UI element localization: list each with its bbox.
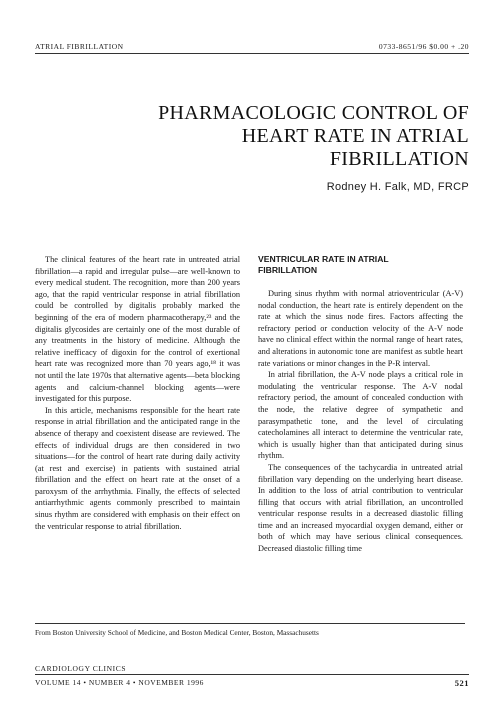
page-footer xyxy=(35,678,469,688)
running-header-code: 0733-8651/96 $0.00 + .20 xyxy=(378,42,469,51)
title-line-1: PHARMACOLOGIC CONTROL OF xyxy=(158,102,469,124)
footnote-rule xyxy=(35,623,465,624)
article-title xyxy=(158,102,469,171)
body-paragraph: In this article, mechanisms responsible for the heart rate response in atrial fibrillation and the anticipated range in the absence of therapy and coexistent disease are reviewed. The effects of individual drugs are then considered in two situations—for the control of heart rate during daily activity (at rest and exercise) in patients with sustained atrial fibrillation and the effect on heart rate at the onset of a paroxysm of the arrhythmia. Finally, the effects of selected antiarrhythmic agents commonly prescribed to maintain sinus rhythm are considered with emphasis on their effect on the ventricular response to atrial fibrillation. xyxy=(35,405,240,531)
title-line-2: HEART RATE IN ATRIAL xyxy=(241,125,469,147)
body-paragraph: During sinus rhythm with normal atrioventricular (A-V) nodal conduction, the heart rate is entirely dependent on the rate at which the sinus node fires. Factors affecting the refractory period or conduction velocity of the A-V node have no clinical effect within the normal range of heart rates, and alterations in autonomic tone are manifest as subtle heart rate variations or minor changes in the P-R interval. xyxy=(258,289,463,368)
body-paragraph: The clinical features of the heart rate in untreated atrial fibrillation—a rapid and irregular pulse—are well-known to every medical student. The recognition, more than 200 years ago, that the rapid ventricular response in atrial fibrillation could be controlled by digitalis probably marked the beginning of the era of modern pharmacotherapy,²³ and the digitalis glycosides are certainly one of the most durable of any treatments in the history of medicine. Although the relative inefficacy of digoxin for the control of exertional heart rate was recognized more than 70 years ago,¹⁸ it was not until the late 1970s that alternative agents—beta blocking agents and calcium-channel blocking agents—were investigated for this purpose. xyxy=(35,255,240,404)
volume-info: VOLUME 14 • NUMBER 4 • NOVEMBER 1996 xyxy=(35,678,204,687)
running-header-title: ATRIAL FIBRILLATION xyxy=(35,42,124,51)
body-paragraph: The consequences of the tachycardia in untreated atrial fibrillation vary depending on the underlying heart disease. In addition to the loss of atrial contribution to ventricular filling that occurs with atrial fibrillation, an uncontrolled ventricular response results in a decreased diastolic filling time and an increased myocardial oxygen demand, either or both of which may have serious clinical consequences. Decreased diastolic filling time xyxy=(258,462,463,554)
title-line-3: FIBRILLATION xyxy=(329,148,469,170)
section-heading-line-1: VENTRICULAR RATE IN ATRIAL xyxy=(258,254,389,264)
journal-name: CARDIOLOGY CLINICS xyxy=(35,664,127,673)
affiliation-footnote: From Boston University School of Medicine, and Boston Medical Center, Boston, Massachusetts xyxy=(35,628,319,637)
running-header xyxy=(35,42,469,51)
section-heading-line-2: FIBRILLATION xyxy=(258,265,318,275)
page-number: 521 xyxy=(454,678,469,688)
footer-rule xyxy=(35,674,469,675)
right-column xyxy=(258,254,463,555)
section-heading xyxy=(258,254,463,276)
body-paragraph: In atrial fibrillation, the A-V node plays a critical role in modulating the ventricular response. The A-V nodal refractory period, the amount of concealed conduction with the node, the relative degree of sympathetic and parasympathetic tone, and the level of circulating catecholamines all interact to determine the ventricular rate, which is usually higher than that anticipated during sinus rhythm. xyxy=(258,370,463,461)
left-column xyxy=(35,254,240,532)
author-name: Rodney H. Falk, MD, FRCP xyxy=(326,181,469,193)
header-rule xyxy=(35,53,469,54)
